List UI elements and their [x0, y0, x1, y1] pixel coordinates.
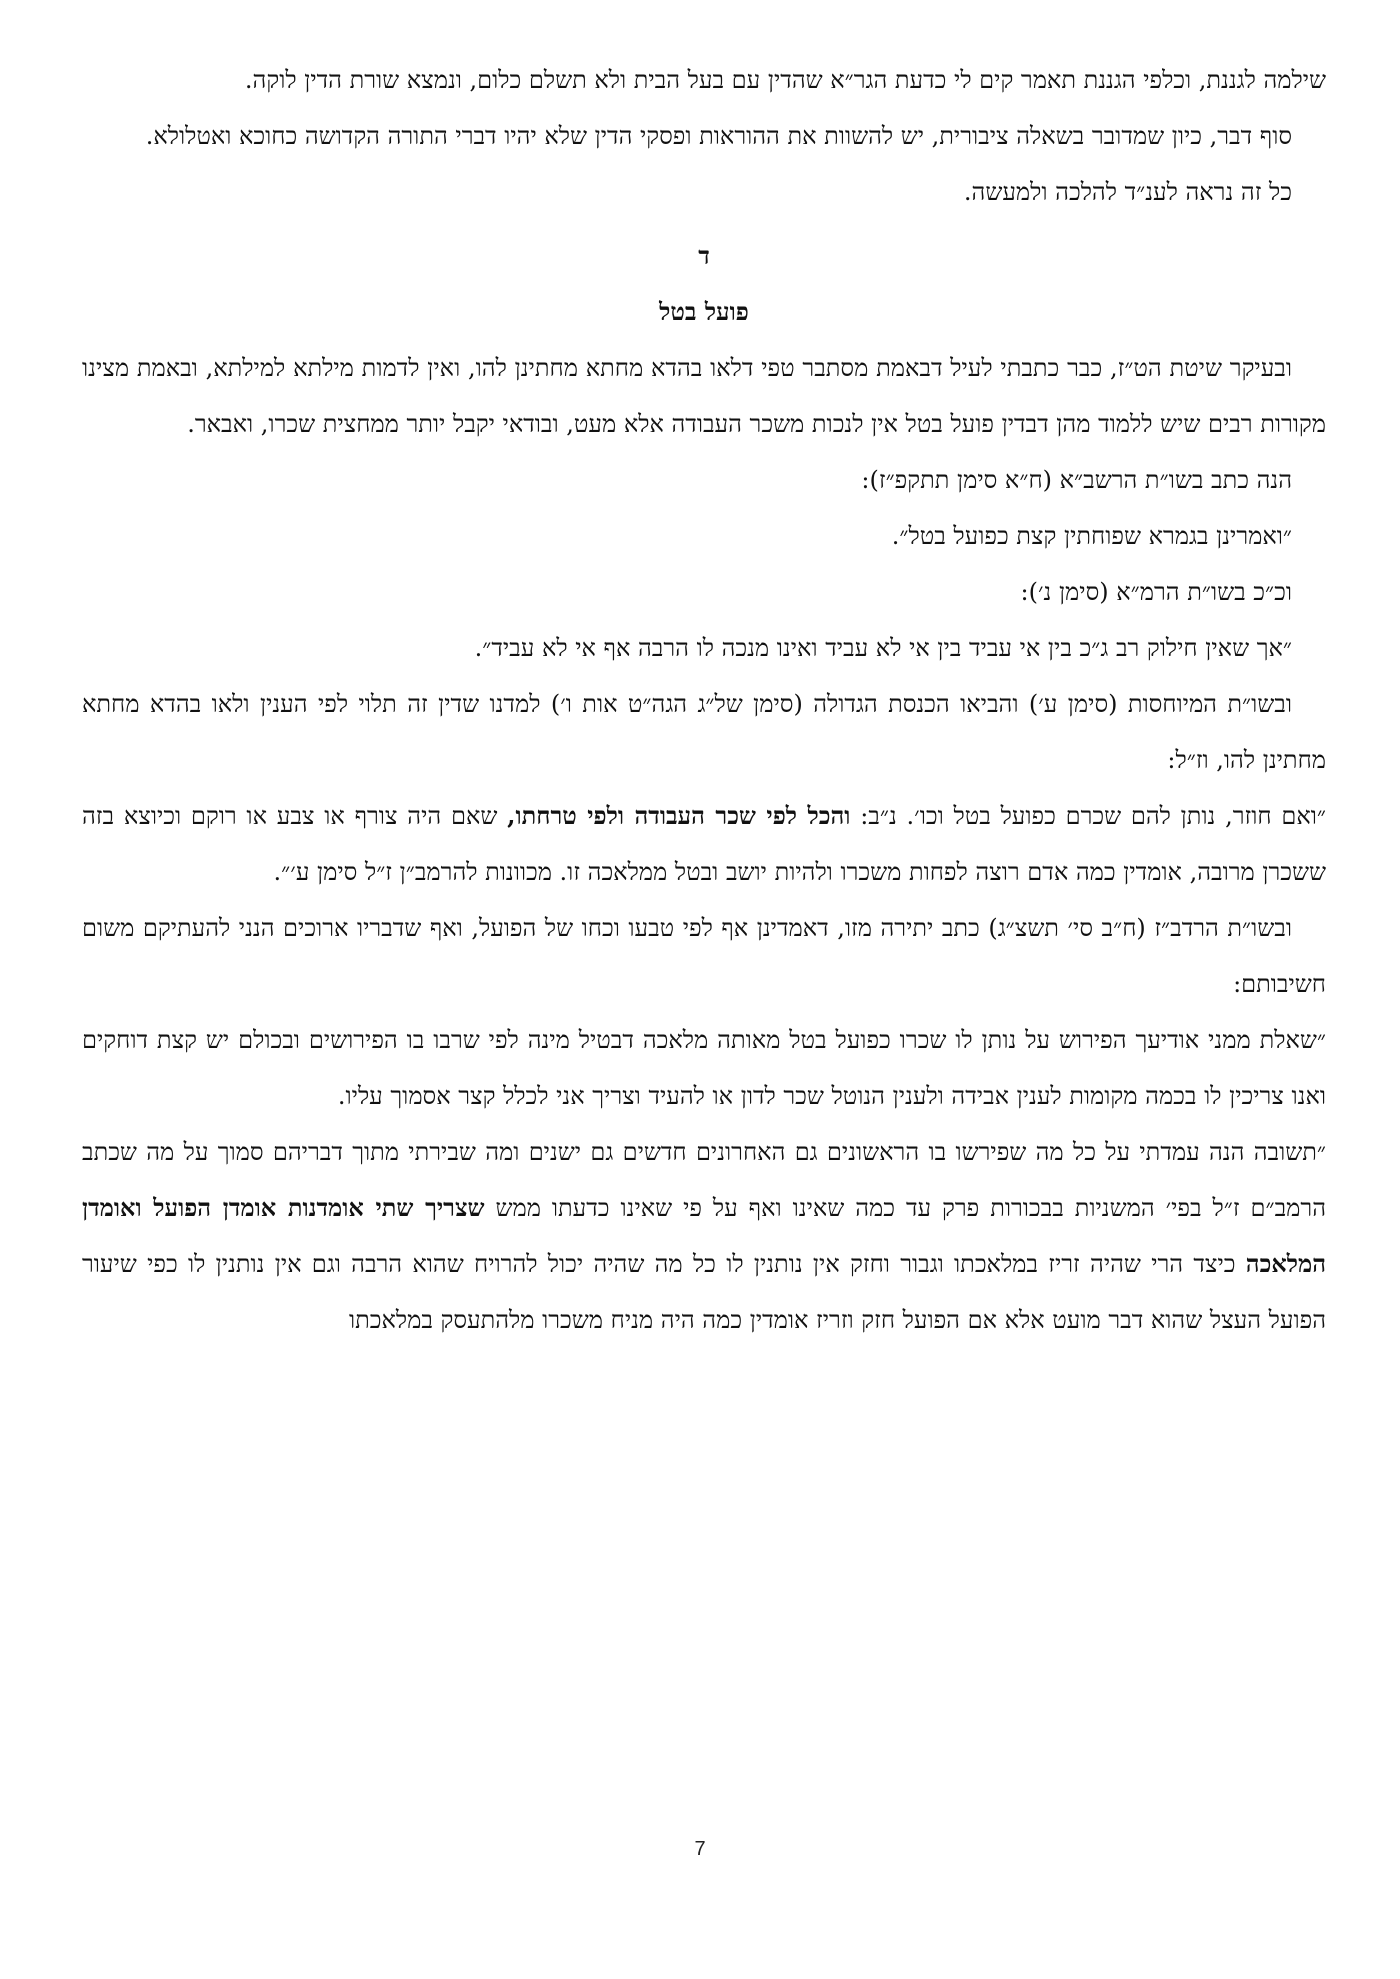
- final-text-after: כיצד הרי שהיה זריז במלאכתו וגבור וחזק אין נותנין לו כל מה שהיה יכול להרויח שהוא הרבה וגם אין נותנין לו כפי שיעור הפועל העצל שהוא דבר מועט אלא אם הפועל חזק וזריז אומדין כמה היה מניח משכרו מלהתעסק במלאכתו: [82, 1250, 1326, 1334]
- quote-text-after: שאם היה צורף או צבע או רוקם וכיוצא בזה ששכרן מרובה, אומדין כמה אדם רוצה לפחות משכרו ולהיות יושב ובטל ממלאכה זו. מכוונות להרמב״ן ז״ל סימן ע׳״.: [82, 802, 1326, 886]
- section-title: פועל בטל: [659, 297, 749, 326]
- paragraph-mid-5: ״אך שאין חילוק רב ג״כ בין אי עביד בין אי לא עביד ואינו מנכה לו הרבה אף אי לא עביד״.: [474, 634, 1292, 662]
- final-paragraph: [82, 1124, 1326, 1348]
- final-bold-text: שצריך שתי אומדנות אומדן הפועל ואומדן המלאכה: [82, 1193, 1326, 1278]
- paragraph-mid-1: ובעיקר שיטת הט״ז, כבר כתבתי לעיל דבאמת מסתבר טפי דלאו בהדא מחתא מחתינן להו, ואין לדמות מילתא למילתא, ובאמת מצינו מקורות רבים שיש ללמוד מהן דבדין פועל בטל אין לנכות משכר העבודה אלא מעט, ובודאי יקבל יותר ממחצית שכרו, ואבאר.: [82, 354, 1326, 438]
- paragraph-top-1: שילמה לגננת, וכלפי הגננת תאמר קים לי כדעת הגר״א שהדין עם בעל הבית ולא תשלם כלום, ונמצא שורת הדין לוקה.: [244, 66, 1326, 94]
- paragraph-mid-4: וכ״כ בשו״ת הרמ״א (סימן נ׳):: [1020, 578, 1292, 606]
- page-number: 7: [694, 1838, 706, 1860]
- quote-bold-text: והכל לפי שכר העבודה ולפי טרחתו,: [507, 801, 851, 830]
- quote-text-before: ״ואם חוזר, נותן להם שכרם כפועל בטל וכו׳. נ״ב:: [850, 802, 1327, 830]
- quote-paragraph-with-bold: [82, 788, 1326, 900]
- final-text-before: ״תשובה הנה עמדתי על כל מה שפירשו בו הראשונים גם האחרונים חדשים גם ישנים ומה שבירתי מתוך דבריהם סמוך על מה שכתב הרמב״ם ז״ל בפי׳ המשניות בבכורות פרק עד כמה שאינו ואף על פי שאינו כדעתו ממש: [82, 1138, 1326, 1222]
- paragraph-top-3: כל זה נראה לענ״ד להלכה ולמעשה.: [963, 178, 1292, 206]
- paragraph-late-2: ״שאלת ממני אודיעך הפירוש על נותן לו שכרו כפועל בטל מאותה מלאכה דבטיל מינה לפי שרבו בו הפירושים ובכולם יש קצת דוחקים ואנו צריכין לו בכמה מקומות לענין אבידה ולענין הנוטל שכר לדון או להעיד וצריך אני לכלל קצר אסמוך עליו.: [82, 1026, 1326, 1110]
- document-page: [82, 52, 1326, 1348]
- paragraph-mid-6: ובשו״ת המיוחסות (סימן ע׳) והביאו הכנסת הגדולה (סימן של״ג הגה״ט אות ו׳) למדנו שדין זה תלוי לפי הענין ולאו בהדא מחתא מחתינן להו, וז״ל:: [82, 690, 1326, 774]
- paragraph-mid-3: ״ואמרינן בגמרא שפוחתין קצת כפועל בטל״.: [891, 522, 1292, 550]
- paragraph-top-2: סוף דבר, כיון שמדובר בשאלה ציבורית, יש להשוות את ההוראות ופסקי הדין שלא יהיו דברי התורה הקדושה כחוכא ואטלולא.: [145, 122, 1292, 150]
- paragraph-mid-2: הנה כתב בשו״ת הרשב״א (ח״א סימן תתקפ״ז):: [861, 466, 1292, 494]
- paragraph-late-1: ובשו״ת הרדב״ז (ח״ב סי׳ תשצ״ג) כתב יתירה מזו, דאמדינן אף לפי טבעו וכחו של הפועל, ואף שדבריו ארוכים הנני להעתיקם משום חשיבותם:: [82, 914, 1326, 998]
- section-letter-heading: ד: [698, 241, 710, 270]
